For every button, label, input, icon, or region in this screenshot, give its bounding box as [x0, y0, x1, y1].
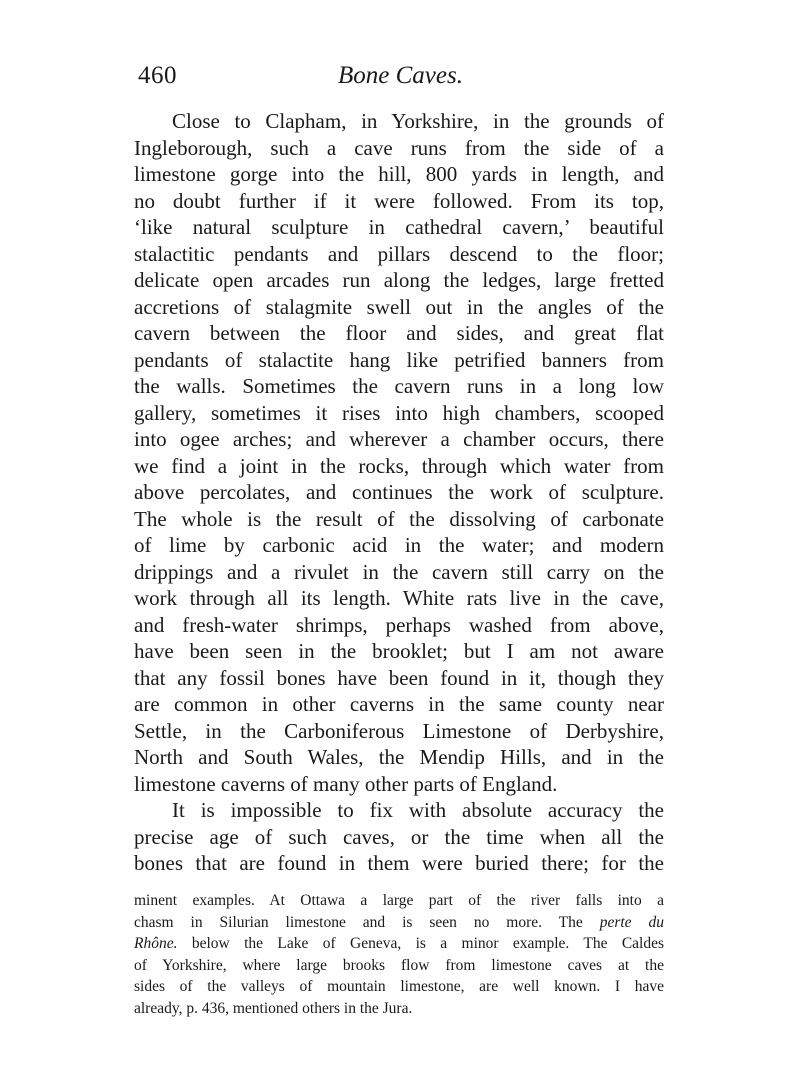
text-line: have been seen in the brooklet; but I am not aware: [134, 639, 664, 663]
footnote-text: below the Lake of Geneva, is a minor example. The Caldes: [191, 935, 665, 952]
text-line: limestone caverns of many other parts of England.: [134, 771, 558, 796]
text-line: the walls. Sometimes the cavern runs in a long low: [134, 374, 664, 398]
text-line: pendants of stalactite hang like petrified banners from: [134, 347, 664, 372]
text-line: Close to Clapham, in Yorkshire, in the grounds of: [172, 109, 664, 133]
footnote-line: [134, 933, 664, 955]
text-line: above percolates, and continues the work of sculpture.: [134, 480, 664, 504]
text-line: work through all its length. White rats live in the cave,: [134, 586, 664, 610]
footnote-line: of Yorkshire, where large brooks flow from limestone caves at the: [134, 956, 664, 974]
text-line: ‘like natural sculpture in cathedral cavern,’ beautiful: [134, 215, 664, 239]
text-line: drippings and a rivulet in the cavern still carry on the: [134, 559, 664, 584]
page-number: 460: [138, 62, 177, 89]
footnote-line: sides of the valleys of mountain limestone, are well known. I have: [134, 978, 664, 995]
text-line: North and South Wales, the Mendip Hills, and in the: [134, 745, 664, 769]
footnote-italic-text: Rhône.: [134, 935, 178, 952]
text-line: The whole is the result of the dissolving of carbonate: [134, 506, 664, 531]
running-title: Bone Caves.: [338, 62, 463, 89]
text-line: stalactitic pendants and pillars descend to the floor;: [134, 241, 664, 266]
text-line: into ogee arches; and wherever a chamber occurs, there: [134, 427, 664, 451]
text-line: gallery, sometimes it rises into high chambers, scooped: [134, 400, 664, 425]
text-line: limestone gorge into the hill, 800 yards in length, and: [134, 162, 664, 186]
footnote-text: chasm in Silurian limestone and is seen no more. The: [134, 913, 583, 931]
footnote: [134, 890, 664, 1019]
text-line: Ingleborough, such a cave runs from the side of a: [134, 135, 664, 160]
text-line: cavern between the floor and sides, and great flat: [134, 321, 664, 345]
text-line: and fresh-water shrimps, perhaps washed from above,: [134, 612, 664, 637]
footnote-line: minent examples. At Ottawa a large part of the river falls into a: [134, 892, 664, 909]
text-line: precise age of such caves, or the time when all the: [134, 824, 664, 849]
footnote-line: [134, 912, 664, 934]
page-header: [138, 62, 668, 96]
text-line: that any fossil bones have been found in it, though they: [134, 665, 664, 690]
text-line: no doubt further if it were followed. From its top,: [134, 188, 664, 213]
text-line: Settle, in the Carboniferous Limestone of Derbyshire,: [134, 718, 664, 743]
body-text: [134, 108, 664, 877]
text-line: we find a joint in the rocks, through which water from: [134, 453, 664, 478]
footnote-line: already, p. 436, mentioned others in the Jura.: [134, 999, 413, 1017]
text-line: are common in other caverns in the same county near: [134, 692, 664, 716]
footnote-italic-text: perte du: [599, 913, 665, 931]
text-line: of lime by carbonic acid in the water; and modern: [134, 533, 664, 557]
text-line: delicate open arcades run along the ledges, large fretted: [134, 268, 664, 292]
text-line: accretions of stalagmite swell out in the angles of the: [134, 294, 664, 319]
text-line: It is impossible to fix with absolute accuracy the: [172, 798, 664, 822]
text-line: bones that are found in them were buried there; for the: [134, 851, 664, 875]
